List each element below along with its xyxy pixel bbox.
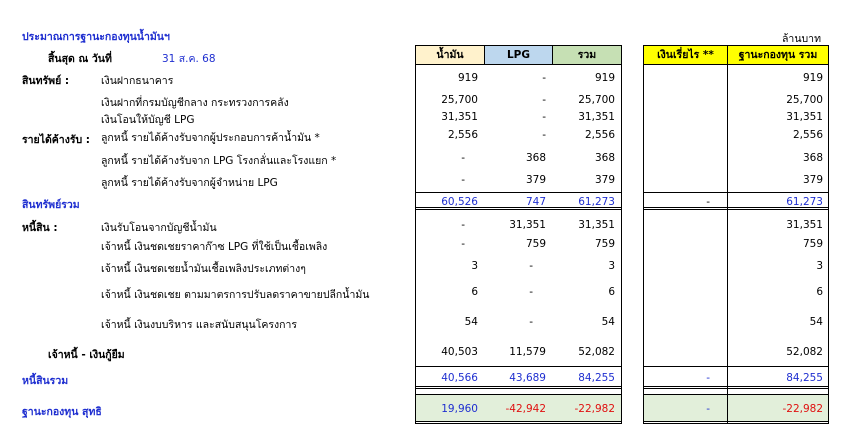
cell-oil: 25,700 <box>441 94 478 106</box>
grid-line <box>621 65 622 423</box>
cell-fund: 84,255 <box>786 372 823 384</box>
section-assets: สินทรัพย์ : <box>22 75 70 87</box>
cell-total: 25,700 <box>578 94 615 106</box>
section-receivables: รายได้ค้างรับ : <box>22 134 90 146</box>
double-rule <box>643 421 829 424</box>
cell-total: 368 <box>594 152 615 164</box>
cell-fund: -22,982 <box>782 403 823 415</box>
cell-fund: 31,351 <box>786 219 823 231</box>
cell-oil: 60,526 <box>441 196 478 208</box>
report-title: ประมาณการฐานะกองทุนน้ำมันฯ <box>22 31 170 43</box>
cell-total: 759 <box>594 238 615 250</box>
cell-oil: - <box>461 152 465 164</box>
cell-oil: 19,960 <box>441 403 478 415</box>
cell-total: 31,351 <box>578 219 615 231</box>
cell-oil: 40,503 <box>441 346 478 358</box>
cell-oil: 3 <box>471 260 478 272</box>
row-label: เจ้าหนี้ เงินชดเชย ตามมาตรการปรับลดราคาขายปลีกน้ำมัน <box>101 289 370 301</box>
cell-lpg: 379 <box>525 174 546 186</box>
cell-lpg: - <box>542 111 546 123</box>
cell-fund: 31,351 <box>786 111 823 123</box>
rule <box>415 192 622 193</box>
section-liabilities: หนี้สิน : <box>22 222 58 234</box>
grid-line <box>828 65 829 423</box>
cell-lpg: 11,579 <box>509 346 546 358</box>
cell-total: 54 <box>601 316 615 328</box>
row-label: ลูกหนี้ รายได้ค้างรับจาก LPG โรงกลั่นและโรงแยก * <box>101 155 337 167</box>
cell-lpg: 31,351 <box>509 219 546 231</box>
cell-total: 6 <box>608 286 615 298</box>
row-label: ลูกหนี้ รายได้ค้างรับจากผู้จำหน่าย LPG <box>101 177 278 189</box>
cell-oil: 31,351 <box>441 111 478 123</box>
as-of-label: สิ้นสุด ณ วันที่ <box>48 53 112 65</box>
double-rule <box>415 421 622 424</box>
col-header-oil: น้ำมัน <box>415 45 485 65</box>
grid-line <box>727 65 728 423</box>
row-label: เงินฝากธนาคาร <box>101 75 174 87</box>
cell-oil: 40,566 <box>441 372 478 384</box>
double-rule <box>415 386 622 389</box>
row-label: เจ้าหนี้ เงินงบบริหาร และสนับสนุนโครงการ <box>101 319 298 331</box>
cell-lpg: - <box>542 129 546 141</box>
cell-fund: 2,556 <box>792 129 823 141</box>
cell-total: 379 <box>594 174 615 186</box>
col-header-fund-total: ฐานะกองทุน รวม <box>727 45 829 65</box>
unit-label: ล้านบาท <box>782 33 821 45</box>
cell-total: 3 <box>608 260 615 272</box>
section-loans: เจ้าหนี้ - เงินกู้ยืม <box>48 349 125 361</box>
grid-line <box>643 65 644 423</box>
cell-oil: 919 <box>457 72 478 84</box>
rule <box>415 394 622 395</box>
cell-fund: 3 <box>816 260 823 272</box>
row-label: เงินรับโอนจากบัญชีน้ำมัน <box>101 222 217 234</box>
cell-surplus: - <box>706 403 710 415</box>
cell-total: 31,351 <box>578 111 615 123</box>
col-header-total: รวม <box>552 45 622 65</box>
cell-oil: - <box>461 219 465 231</box>
cell-oil: 6 <box>471 286 478 298</box>
cell-fund: 25,700 <box>786 94 823 106</box>
cell-oil: - <box>461 238 465 250</box>
cell-lpg: 747 <box>525 196 546 208</box>
rule <box>643 394 829 395</box>
cell-total: -22,982 <box>574 403 615 415</box>
cell-lpg: 43,689 <box>509 372 546 384</box>
cell-lpg: -42,942 <box>505 403 546 415</box>
cell-lpg: - <box>542 72 546 84</box>
cell-fund: 61,273 <box>786 196 823 208</box>
cell-total: 52,082 <box>578 346 615 358</box>
col-header-surplus: เงินเรี่ยไร ** <box>643 45 728 65</box>
col-header-lpg: LPG <box>484 45 553 65</box>
cell-oil: - <box>461 174 465 186</box>
cell-oil: 2,556 <box>447 129 478 141</box>
section-total-assets: สินทรัพย์รวม <box>22 199 80 211</box>
cell-total: 2,556 <box>584 129 615 141</box>
cell-total: 84,255 <box>578 372 615 384</box>
section-total-liabilities: หนี้สินรวม <box>22 375 69 387</box>
cell-fund: 919 <box>802 72 823 84</box>
cell-fund: 52,082 <box>786 346 823 358</box>
section-net-position: ฐานะกองทุน สุทธิ <box>22 406 102 418</box>
cell-total: 61,273 <box>578 196 615 208</box>
rule <box>643 366 829 367</box>
cell-lpg: - <box>529 316 533 328</box>
row-label: เจ้าหนี้ เงินชดเชยราคาก๊าซ LPG ที่ใช้เป็นเชื้อเพลิง <box>101 241 328 253</box>
cell-fund: 759 <box>802 238 823 250</box>
row-label: เจ้าหนี้ เงินชดเชยน้ำมันเชื้อเพลิงประเภทต่างๆ <box>101 263 306 275</box>
row-label: ลูกหนี้ รายได้ค้างรับจากผู้ประกอบการค้าน้ำมัน * <box>101 132 320 144</box>
rule <box>643 192 829 193</box>
cell-lpg: - <box>529 260 533 272</box>
cell-oil: 54 <box>464 316 478 328</box>
cell-fund: 54 <box>809 316 823 328</box>
as-of-date: 31 ส.ค. 68 <box>162 53 216 65</box>
cell-total: 919 <box>594 72 615 84</box>
cell-lpg: 368 <box>525 152 546 164</box>
rule <box>415 366 622 367</box>
cell-fund: 379 <box>802 174 823 186</box>
grid-line <box>415 65 416 423</box>
cell-surplus: - <box>706 196 710 208</box>
cell-lpg: - <box>542 94 546 106</box>
cell-lpg: - <box>529 286 533 298</box>
row-label: เงินฝากที่กรมบัญชีกลาง กระทรวงการคลัง <box>101 97 289 109</box>
cell-fund: 6 <box>816 286 823 298</box>
cell-fund: 368 <box>802 152 823 164</box>
cell-lpg: 759 <box>525 238 546 250</box>
double-rule <box>643 386 829 389</box>
cell-surplus: - <box>706 372 710 384</box>
row-label: เงินโอนให้บัญชี LPG <box>101 114 195 126</box>
